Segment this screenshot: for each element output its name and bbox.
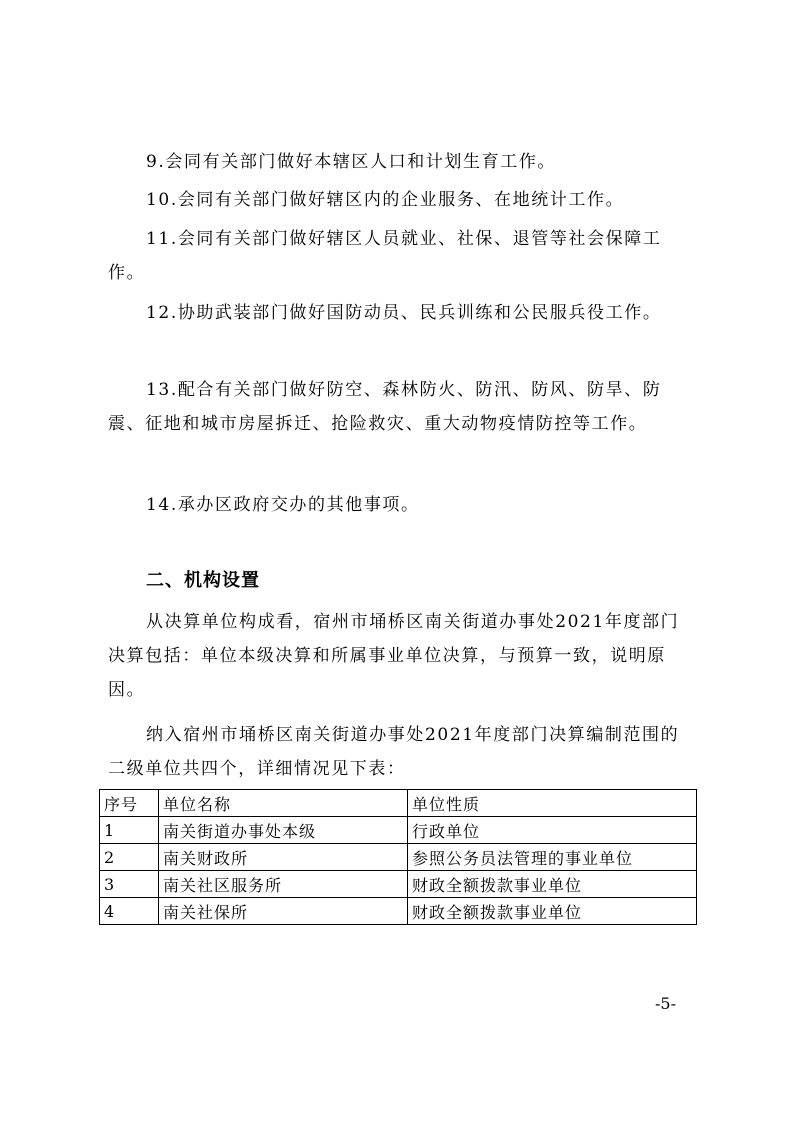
section-paragraph-scope: 纳入宿州市埇桥区南关街道办事处2021年度部门决算编制范围的二级单位共四个，详细情况见下表：	[108, 725, 680, 779]
table-row	[100, 817, 697, 844]
table-cell: 2	[100, 844, 159, 871]
duty-item-10: 10.会同有关部门做好辖区内的企业服务、在地统计工作。	[146, 190, 625, 210]
page-number: -5-	[655, 994, 676, 1013]
table-header-cell: 单位性质	[408, 790, 697, 817]
section-paragraph-composition: 从决算单位构成看，宿州市埇桥区南关街道办事处2021年度部门决算包括：单位本级决算和所属事业单位决算，与预算一致，说明原因。	[108, 612, 680, 700]
table-cell: 参照公务员法管理的事业单位	[408, 844, 697, 871]
table-cell: 1	[100, 817, 159, 844]
table-cell: 南关社区服务所	[159, 871, 408, 898]
table-cell: 南关社保所	[159, 898, 408, 925]
table-cell: 行政单位	[408, 817, 697, 844]
duty-item-11: 11.会同有关部门做好辖区人员就业、社保、退管等社会保障工作。	[108, 229, 662, 283]
duty-item-13: 13.配合有关部门做好防空、森林防火、防汛、防风、防旱、防震、征地和城市房屋拆迁、抢险救灾、重大动物疫情防控等工作。	[108, 380, 662, 434]
table-cell: 南关财政所	[159, 844, 408, 871]
duty-item-12: 12.协助武装部门做好国防动员、民兵训练和公民服兵役工作。	[146, 303, 662, 323]
table-header-cell: 单位名称	[159, 790, 408, 817]
units-table	[99, 789, 697, 925]
section-heading: 二、机构设置	[146, 570, 260, 591]
table-cell: 3	[100, 871, 159, 898]
table-row	[100, 871, 697, 898]
table-header-row	[100, 790, 697, 817]
duty-item-14: 14.承办区政府交办的其他事项。	[146, 495, 420, 515]
table-row	[100, 898, 697, 925]
table-row	[100, 844, 697, 871]
duty-item-9: 9.会同有关部门做好本辖区人口和计划生育工作。	[146, 152, 557, 172]
table-header-cell: 序号	[100, 790, 159, 817]
table-cell: 财政全额拨款事业单位	[408, 871, 697, 898]
table-cell: 南关街道办事处本级	[159, 817, 408, 844]
table-cell: 财政全额拨款事业单位	[408, 898, 697, 925]
table-cell: 4	[100, 898, 159, 925]
